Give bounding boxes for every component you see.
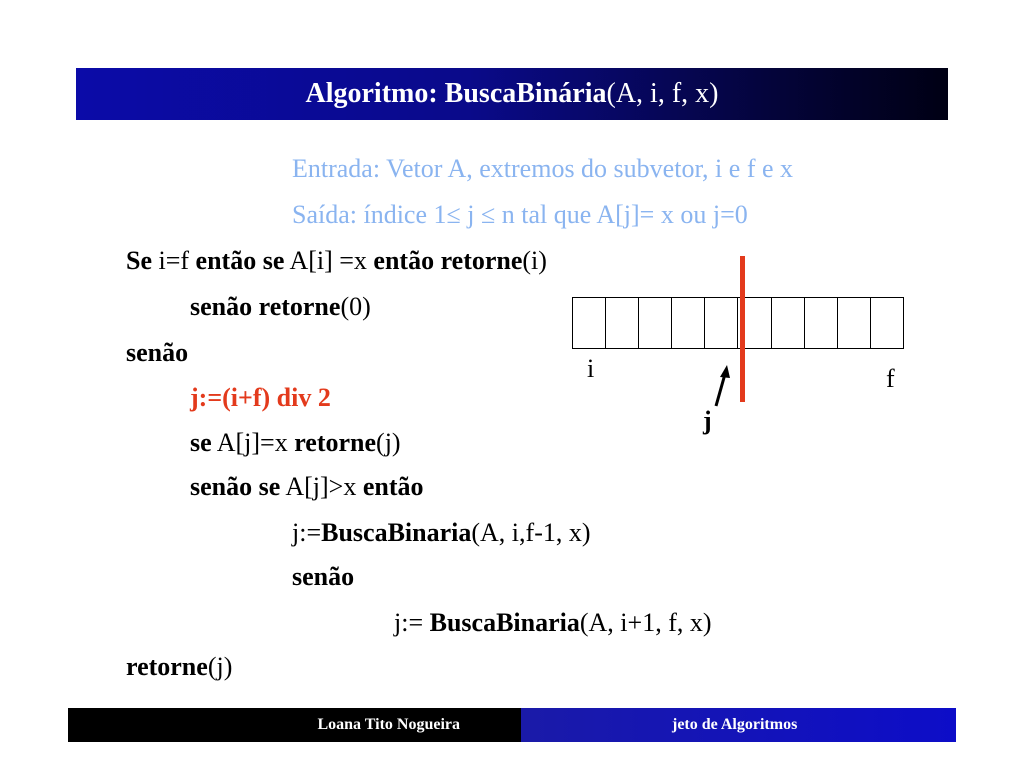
title-params: (A, i, f, x) — [606, 78, 719, 109]
keyword: então — [362, 472, 424, 501]
keyword: BuscaBinaria — [429, 608, 580, 637]
code-text: (0) — [340, 292, 371, 321]
array-cell — [671, 298, 704, 348]
keyword: Se — [126, 246, 152, 275]
code-line-1 — [126, 246, 547, 276]
keyword: senão — [292, 562, 355, 591]
title-bar — [76, 68, 948, 120]
code-line-9 — [394, 608, 712, 638]
label-i: i — [587, 354, 595, 383]
keyword: senão — [126, 338, 189, 367]
code-text: (j) — [207, 652, 233, 681]
array-cell — [804, 298, 837, 348]
code-text: A[i] =x — [284, 246, 374, 275]
output-description: Saída: índice 1≤ j ≤ n tal que A[j]= x ou j=0 — [292, 200, 748, 229]
code-text: A[j]>x — [280, 472, 363, 501]
keyword: senão retorne — [190, 292, 341, 321]
title-bold: Algoritmo: BuscaBinária — [305, 78, 607, 109]
author-name: Loana Tito Nogueira — [317, 716, 460, 733]
keyword: se — [190, 428, 212, 457]
code-text: (A, i,f-1, x) — [471, 518, 591, 547]
code-line-3 — [126, 338, 188, 368]
code-text: i=f — [152, 246, 196, 275]
code-text: A[j]=x — [211, 428, 295, 457]
code-text: (A, i+1, f, x) — [579, 608, 712, 637]
code-text: j:= — [394, 608, 430, 637]
j-arrow-icon — [700, 362, 740, 412]
array-cell — [638, 298, 671, 348]
code-line-7 — [292, 518, 591, 548]
keyword: então se — [195, 246, 285, 275]
code-line-10 — [126, 652, 232, 682]
array-cell — [605, 298, 638, 348]
array-diagram — [572, 297, 904, 349]
footer-course: jeto de Algoritmos — [672, 716, 798, 733]
code-text: (j) — [376, 428, 401, 457]
footer-author — [68, 708, 520, 742]
label-j: j — [703, 406, 712, 435]
label-f: f — [886, 364, 895, 393]
code-line-6 — [190, 472, 424, 502]
keyword: BuscaBinaria — [321, 518, 472, 547]
slide-title — [306, 78, 719, 110]
array-cell — [870, 298, 903, 348]
input-description: Entrada: Vetor A, extremos do subvetor, i e f e x — [292, 154, 794, 183]
keyword: então retorne — [373, 246, 523, 275]
midpoint-divider — [740, 256, 745, 402]
code-line-8 — [292, 562, 354, 592]
keyword: senão se — [190, 472, 281, 501]
keyword: retorne — [126, 652, 208, 681]
code-line-4-highlight: j:=(i+f) div 2 — [190, 383, 331, 412]
code-text: j:= — [292, 518, 322, 547]
array-cell — [771, 298, 804, 348]
code-line-2 — [190, 292, 371, 322]
footer-bar — [68, 708, 956, 742]
array-cell — [704, 298, 737, 348]
array-cell — [837, 298, 870, 348]
array-cell — [573, 298, 605, 348]
keyword: retorne — [294, 428, 377, 457]
code-line-5 — [190, 428, 401, 458]
code-text: (i) — [522, 246, 547, 275]
